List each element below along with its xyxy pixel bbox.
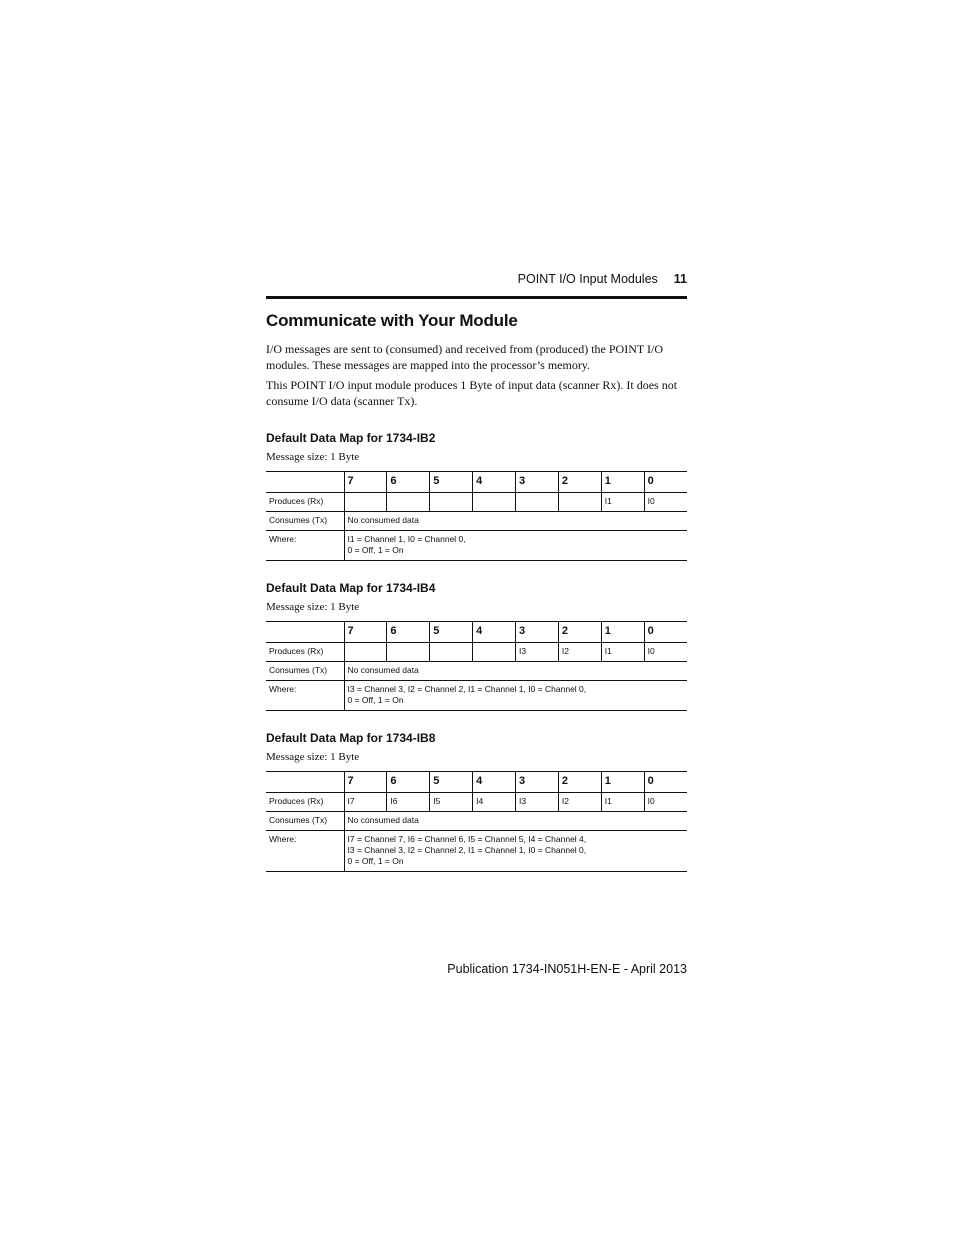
- bit-header: 6: [387, 472, 430, 493]
- produces-cell: I3: [516, 793, 559, 812]
- where-line: 0 = Off, 1 = On: [347, 695, 404, 705]
- corner-cell: [266, 772, 344, 793]
- where-line: 0 = Off, 1 = On: [347, 545, 404, 555]
- produces-row: [266, 793, 687, 812]
- produces-cell: I1: [601, 493, 644, 512]
- bit-header: 0: [644, 772, 687, 793]
- bit-header: 0: [644, 472, 687, 493]
- where-line: I1 = Channel 1, I0 = Channel 0,: [347, 534, 466, 544]
- bit-header: 5: [430, 472, 473, 493]
- produces-cell: [516, 493, 559, 512]
- data-map-table: [266, 771, 687, 872]
- row-label: Consumes (Tx): [266, 512, 344, 531]
- consumes-cell: No consumed data: [344, 512, 687, 531]
- produces-cell: I7: [344, 793, 387, 812]
- bit-header: 3: [516, 622, 559, 643]
- bit-header: 7: [344, 772, 387, 793]
- row-label: Where:: [266, 681, 344, 711]
- produces-cell: [344, 643, 387, 662]
- row-label: Produces (Rx): [266, 793, 344, 812]
- bit-header: 6: [387, 622, 430, 643]
- produces-cell: I4: [473, 793, 516, 812]
- consumes-cell: No consumed data: [344, 812, 687, 831]
- produces-cell: [387, 493, 430, 512]
- consumes-row: [266, 812, 687, 831]
- bit-header: 2: [558, 472, 601, 493]
- produces-cell: I1: [601, 793, 644, 812]
- bit-header: 1: [601, 472, 644, 493]
- data-map-section: [266, 431, 687, 561]
- bit-header: 7: [344, 472, 387, 493]
- intro-paragraph-2: This POINT I/O input module produces 1 Byte of input data (scanner Rx). It does not consume I/O data (scanner Tx).: [266, 378, 678, 408]
- bit-header: 0: [644, 622, 687, 643]
- data-map-title: Default Data Map for 1734-IB4: [266, 581, 436, 595]
- bit-header: 4: [473, 472, 516, 493]
- produces-cell: [344, 493, 387, 512]
- bit-header: 3: [516, 772, 559, 793]
- produces-cell: I2: [558, 793, 601, 812]
- produces-cell: I3: [516, 643, 559, 662]
- corner-cell: [266, 472, 344, 493]
- data-map-title: Default Data Map for 1734-IB2: [266, 431, 436, 445]
- data-map-title: Default Data Map for 1734-IB8: [266, 731, 436, 745]
- produces-cell: [473, 643, 516, 662]
- produces-row: [266, 493, 687, 512]
- row-label: Produces (Rx): [266, 493, 344, 512]
- corner-cell: [266, 622, 344, 643]
- produces-cell: I1: [601, 643, 644, 662]
- bit-header-row: [266, 772, 687, 793]
- produces-cell: [558, 493, 601, 512]
- bit-header: 5: [430, 622, 473, 643]
- bit-header: 4: [473, 772, 516, 793]
- bit-header: 7: [344, 622, 387, 643]
- page-number: 11: [673, 272, 687, 286]
- message-size: Message size: 1 Byte: [266, 601, 360, 613]
- section-heading: Communicate with Your Module: [266, 311, 518, 330]
- row-label: Consumes (Tx): [266, 662, 344, 681]
- produces-cell: [387, 643, 430, 662]
- where-cell: [344, 831, 687, 872]
- bit-header-row: [266, 622, 687, 643]
- intro-paragraph-1: I/O messages are sent to (consumed) and received from (produced) the POINT I/O modules. These messages are mapped into the processor’s memory.: [266, 342, 663, 372]
- where-row: [266, 831, 687, 872]
- running-head: [266, 272, 687, 292]
- bit-header: 6: [387, 772, 430, 793]
- produces-cell: [430, 643, 473, 662]
- where-line: I3 = Channel 3, I2 = Channel 2, I1 = Channel 1, I0 = Channel 0,: [347, 684, 587, 694]
- produces-cell: [430, 493, 473, 512]
- produces-cell: [473, 493, 516, 512]
- data-maps: [266, 431, 687, 872]
- bit-header: 2: [558, 772, 601, 793]
- running-head-title: POINT I/O Input Modules: [517, 272, 658, 286]
- publication-footer: Publication 1734-IN051H-EN-E - April 2013: [447, 962, 687, 976]
- data-map-section: [266, 731, 687, 872]
- bit-header: 2: [558, 622, 601, 643]
- consumes-cell: No consumed data: [344, 662, 687, 681]
- produces-cell: I0: [644, 493, 687, 512]
- row-label: Consumes (Tx): [266, 812, 344, 831]
- where-cell: [344, 531, 687, 561]
- produces-cell: I5: [430, 793, 473, 812]
- bit-header-row: [266, 472, 687, 493]
- where-cell: [344, 681, 687, 711]
- data-map-table: [266, 621, 687, 711]
- consumes-row: [266, 512, 687, 531]
- bit-header: 5: [430, 772, 473, 793]
- message-size: Message size: 1 Byte: [266, 751, 360, 763]
- row-label: Produces (Rx): [266, 643, 344, 662]
- bit-header: 1: [601, 622, 644, 643]
- page-content: [266, 272, 687, 892]
- produces-cell: I0: [644, 643, 687, 662]
- where-line: I7 = Channel 7, I6 = Channel 6, I5 = Channel 5, I4 = Channel 4,: [347, 834, 587, 844]
- bit-header: 1: [601, 772, 644, 793]
- where-row: [266, 531, 687, 561]
- bit-header: 3: [516, 472, 559, 493]
- message-size: Message size: 1 Byte: [266, 451, 360, 463]
- produces-cell: I0: [644, 793, 687, 812]
- data-map-section: [266, 581, 687, 711]
- consumes-row: [266, 662, 687, 681]
- produces-cell: I2: [558, 643, 601, 662]
- produces-row: [266, 643, 687, 662]
- where-line: 0 = Off, 1 = On: [347, 856, 404, 866]
- header-rule: [266, 296, 687, 299]
- where-row: [266, 681, 687, 711]
- where-line: I3 = Channel 3, I2 = Channel 2, I1 = Channel 1, I0 = Channel 0,: [347, 845, 587, 855]
- data-map-table: [266, 471, 687, 561]
- produces-cell: I6: [387, 793, 430, 812]
- row-label: Where:: [266, 831, 344, 872]
- row-label: Where:: [266, 531, 344, 561]
- bit-header: 4: [473, 622, 516, 643]
